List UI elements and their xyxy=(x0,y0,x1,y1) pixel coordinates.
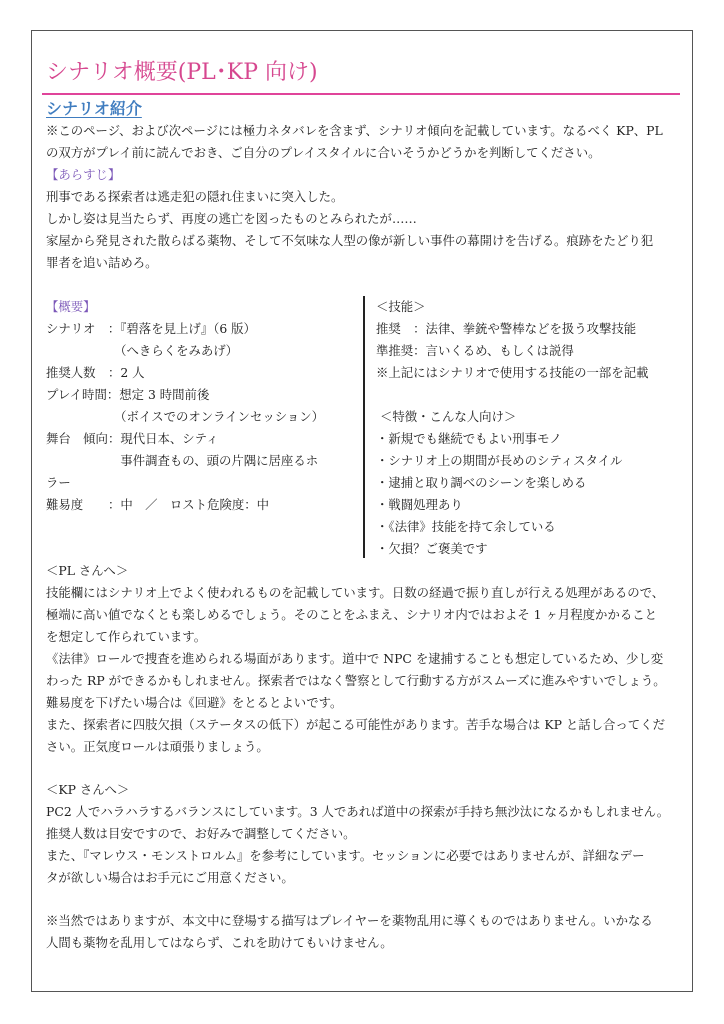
kp-label: ＜KP さんへ＞ xyxy=(46,782,130,797)
pl-line-1: 技能欄にはシナリオ上でよく使われるものを記載しています。日数の経過で振り直しが行える処理があるので、 xyxy=(46,585,665,600)
skills-label: ＜技能＞ xyxy=(376,299,426,314)
features-line-2: ・シナリオ上の期間が長めのシティスタイル xyxy=(376,453,623,468)
pl-line-2: 極端に高い値でなくとも楽しめるでしょう。そのことをふまえ、シナリオ内ではおよそ 1 ヶ月程度かかること xyxy=(46,607,658,622)
features-label: ＜特徴・こんな人向け＞ xyxy=(380,409,517,424)
skills-line-3: ※上記にはシナリオで使用する技能の一部を記載 xyxy=(376,365,649,380)
page-title: シナリオ概要(PL･KP 向け) xyxy=(46,60,318,85)
overview-line-5: （ボイスでのオンラインセッション） xyxy=(46,409,325,424)
overview-line-3: 推奨人数 ：2 人 xyxy=(46,365,145,380)
kp-line-2: 推奨人数は目安ですので、お好みで調整してください。 xyxy=(46,826,356,841)
pl-line-3: を想定して作られています。 xyxy=(46,629,207,644)
overview-line-8: ラー xyxy=(46,475,71,490)
features-line-3: ・逮捕と取り調べのシーンを楽しめる xyxy=(376,475,587,490)
pl-line-4: 《法律》ロールで捜査を進められる場面があります。道中で NPC を逮捕することも想定しているため、少し変 xyxy=(46,651,664,666)
pl-line-7: また、探索者に四肢欠損（ステータスの低下）が起こる可能性があります。苦手な場合は KP と話し合ってくだ xyxy=(46,717,665,732)
pl-label: ＜PL さんへ＞ xyxy=(46,563,129,578)
column-divider xyxy=(363,296,365,558)
overview-line-2: （へきらくをみあげ） xyxy=(46,343,239,358)
kp-line-3: また、『マレウス・モンストロルム』を参考にしています。セッションに必要ではありませんが、詳細なデー xyxy=(46,848,645,863)
features-line-5: ・《法律》技能を持て余している xyxy=(376,519,556,534)
pl-line-8: さい。正気度ロールは頑張りましょう。 xyxy=(46,739,269,754)
skills-line-2: 準推奨：言いくるめ、もしくは説得 xyxy=(376,343,574,358)
features-line-6: ・欠損？ご褒美です xyxy=(376,541,488,556)
synopsis-line-4: 罪者を追い詰めろ。 xyxy=(46,255,158,270)
kp-line-1: PC2 人でハラハラするバランスにしています。3 人であれば道中の探索が手持ち無沙汰になるかもしれません。 xyxy=(46,804,670,819)
pl-line-5: わった RP ができるかもしれません。探索者ではなく警察として行動する方がスムーズに進みやすいでしょう。 xyxy=(46,673,666,688)
overview-line-6: 舞台 傾向：現代日本、シティ xyxy=(46,431,219,446)
intro-line-2: の双方がプレイ前に読んでおき、ご自分のプレイスタイルに合いそうかどうかを判断してください。 xyxy=(46,145,601,160)
overview-line-7: 事件調査もの、頭の片隅に居座るホ xyxy=(46,453,319,468)
overview-line-9: 難易度 ：中 ／ ロスト危険度：中 xyxy=(46,497,270,512)
overview-line-1: シナリオ ：『碧落を見上げ』（6 版） xyxy=(46,321,256,336)
section-heading: シナリオ紹介 xyxy=(46,99,142,118)
features-line-4: ・戦闘処理あり xyxy=(376,497,463,512)
synopsis-line-3: 家屋から発見された散らばる薬物、そして不気味な人型の像が新しい事件の幕開けを告げる。痕跡をたどり犯 xyxy=(46,233,654,248)
overview-label: 【概要】 xyxy=(46,299,96,314)
synopsis-line-2: しかし姿は見当たらず、再度の逃亡を図ったものとみられたが…… xyxy=(46,211,417,226)
title-underline xyxy=(42,93,680,95)
features-line-1: ・新規でも継続でもよい刑事モノ xyxy=(376,431,562,446)
overview-line-4: プレイ時間：想定 3 時間前後 xyxy=(46,387,210,402)
note-line-1: ※当然ではありますが、本文中に登場する描写はプレイヤーを薬物乱用に導くものではありません。いかなる xyxy=(46,913,653,928)
synopsis-line-1: 刑事である探索者は逃走犯の隠れ住まいに突入した。 xyxy=(46,189,344,204)
kp-line-4: タが欲しい場合はお手元にご用意ください。 xyxy=(46,870,294,885)
synopsis-label: 【あらすじ】 xyxy=(46,167,121,182)
pl-line-6: 難易度を下げたい場合は《回避》をとるとよいです。 xyxy=(46,695,343,710)
skills-line-1: 推奨 ：法律、拳銃や警棒などを扱う攻撃技能 xyxy=(376,321,637,336)
intro-line-1: ※このページ、および次ページには極力ネタバレを含まず、シナリオ傾向を記載しています。なるべく KP、PL xyxy=(46,123,663,138)
note-line-2: 人間も薬物を乱用してはならず、これを助けてもいけません。 xyxy=(46,935,393,950)
